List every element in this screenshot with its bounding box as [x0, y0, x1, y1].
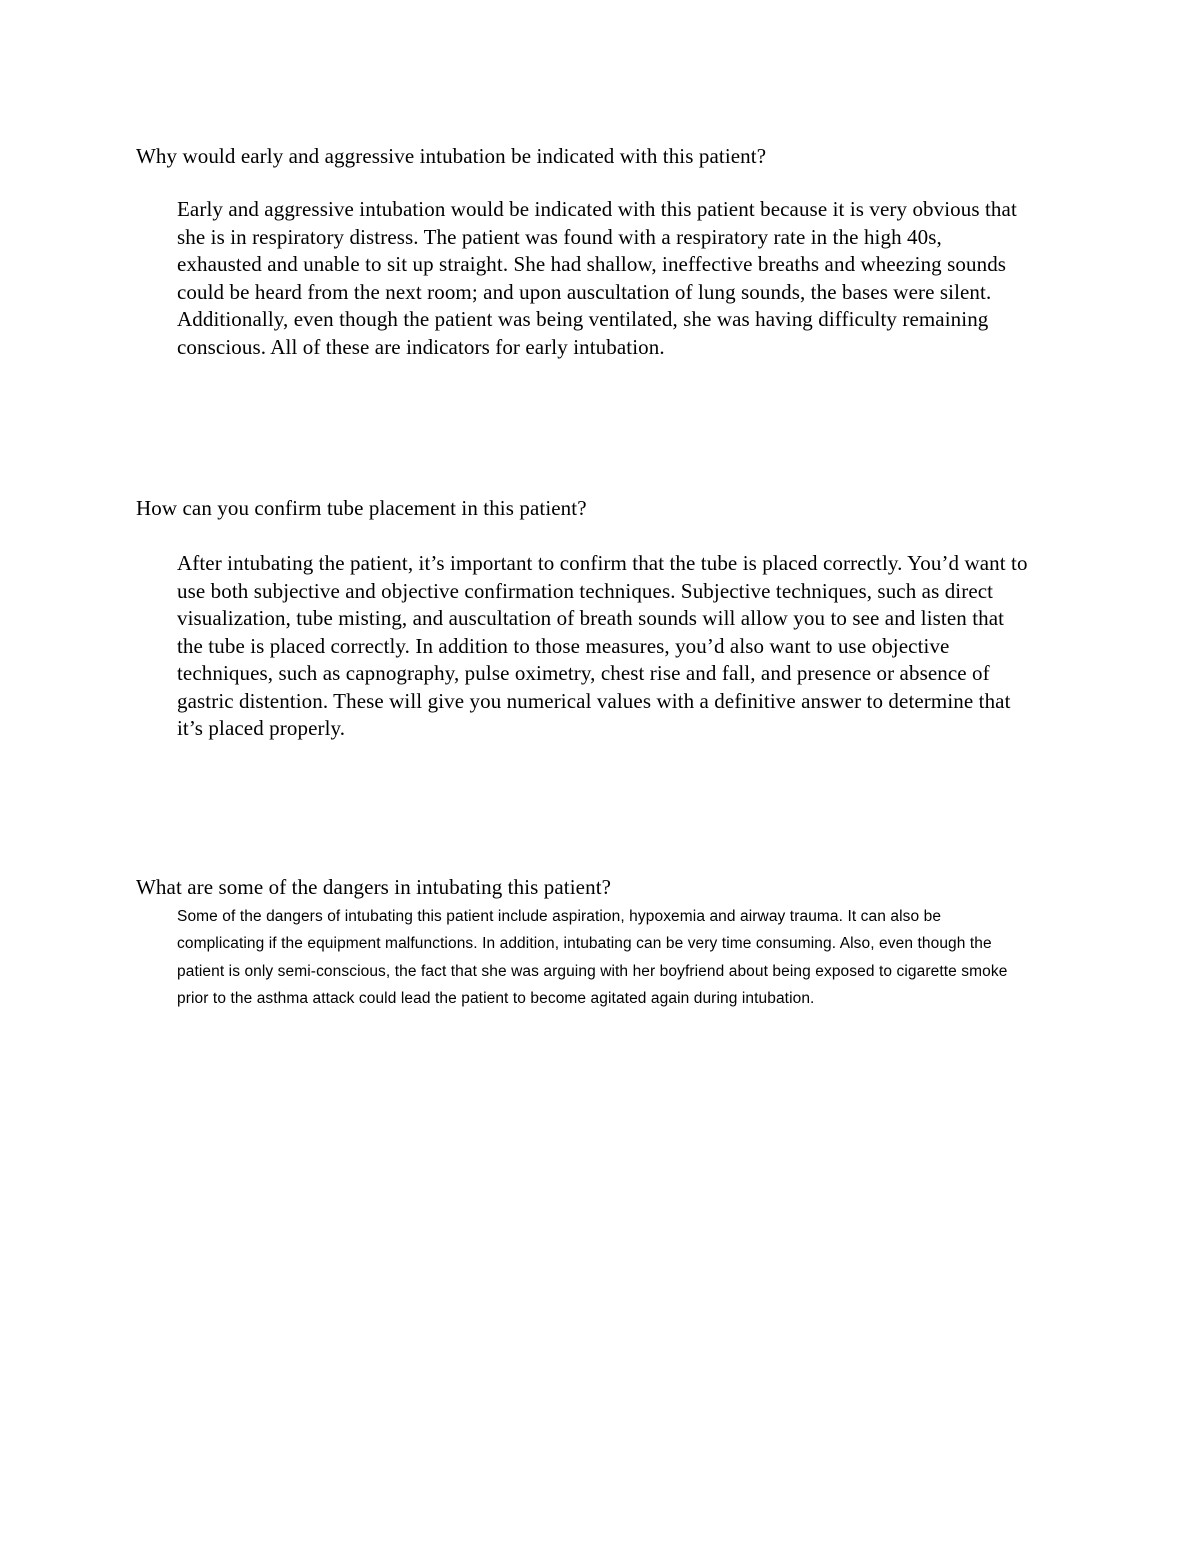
answer-dangers-of-intubating: Some of the dangers of intubating this patient include aspiration, hypoxemia and airway trauma. It can also be complicating if the equipment malfunctions. In addition, intubating can be very time consuming. Also, even though the patient is only semi-conscious, the fact that she was arguing with her boyfriend about being exposed to cigarette smoke prior to the asthma attack could lead the patient to become agitated again during intubation. [177, 908, 1008, 1008]
question-early-aggressive-intubation: Why would early and aggressive intubation be indicated with this patient? [136, 144, 767, 168]
answer-early-aggressive-intubation: Early and aggressive intubation would be indicated with this patient because it is very obvious that she is in respiratory distress. The patient was found with a respiratory rate in the high 40s, exhausted and unable to sit up straight. She had shallow, ineffective breaths and wheezing sounds could be heard from the next room; and upon auscultation of lung sounds, the bases were silent. Additionally, even though the patient was being ventilated, she was having difficulty remaining conscious. All of these are indicators for early intubation. [177, 197, 1017, 359]
answer-confirm-tube-placement: After intubating the patient, it’s important to confirm that the tube is placed correctly. You’d want to use both subjective and objective confirmation techniques. Subjective techniques, such as direct visualization, tube misting, and auscultation of breath sounds will allow you to see and listen that the tube is placed correctly. In addition to those measures, you’d also want to use objective techniques, such as capnography, pulse oximetry, chest rise and fall, and presence or absence of gastric distention. These will give you numerical values with a definitive answer to determine that it’s placed properly. [177, 551, 1028, 740]
question-confirm-tube-placement: How can you confirm tube placement in this patient? [136, 496, 587, 520]
question-dangers-of-intubating: What are some of the dangers in intubating this patient? [136, 875, 612, 899]
